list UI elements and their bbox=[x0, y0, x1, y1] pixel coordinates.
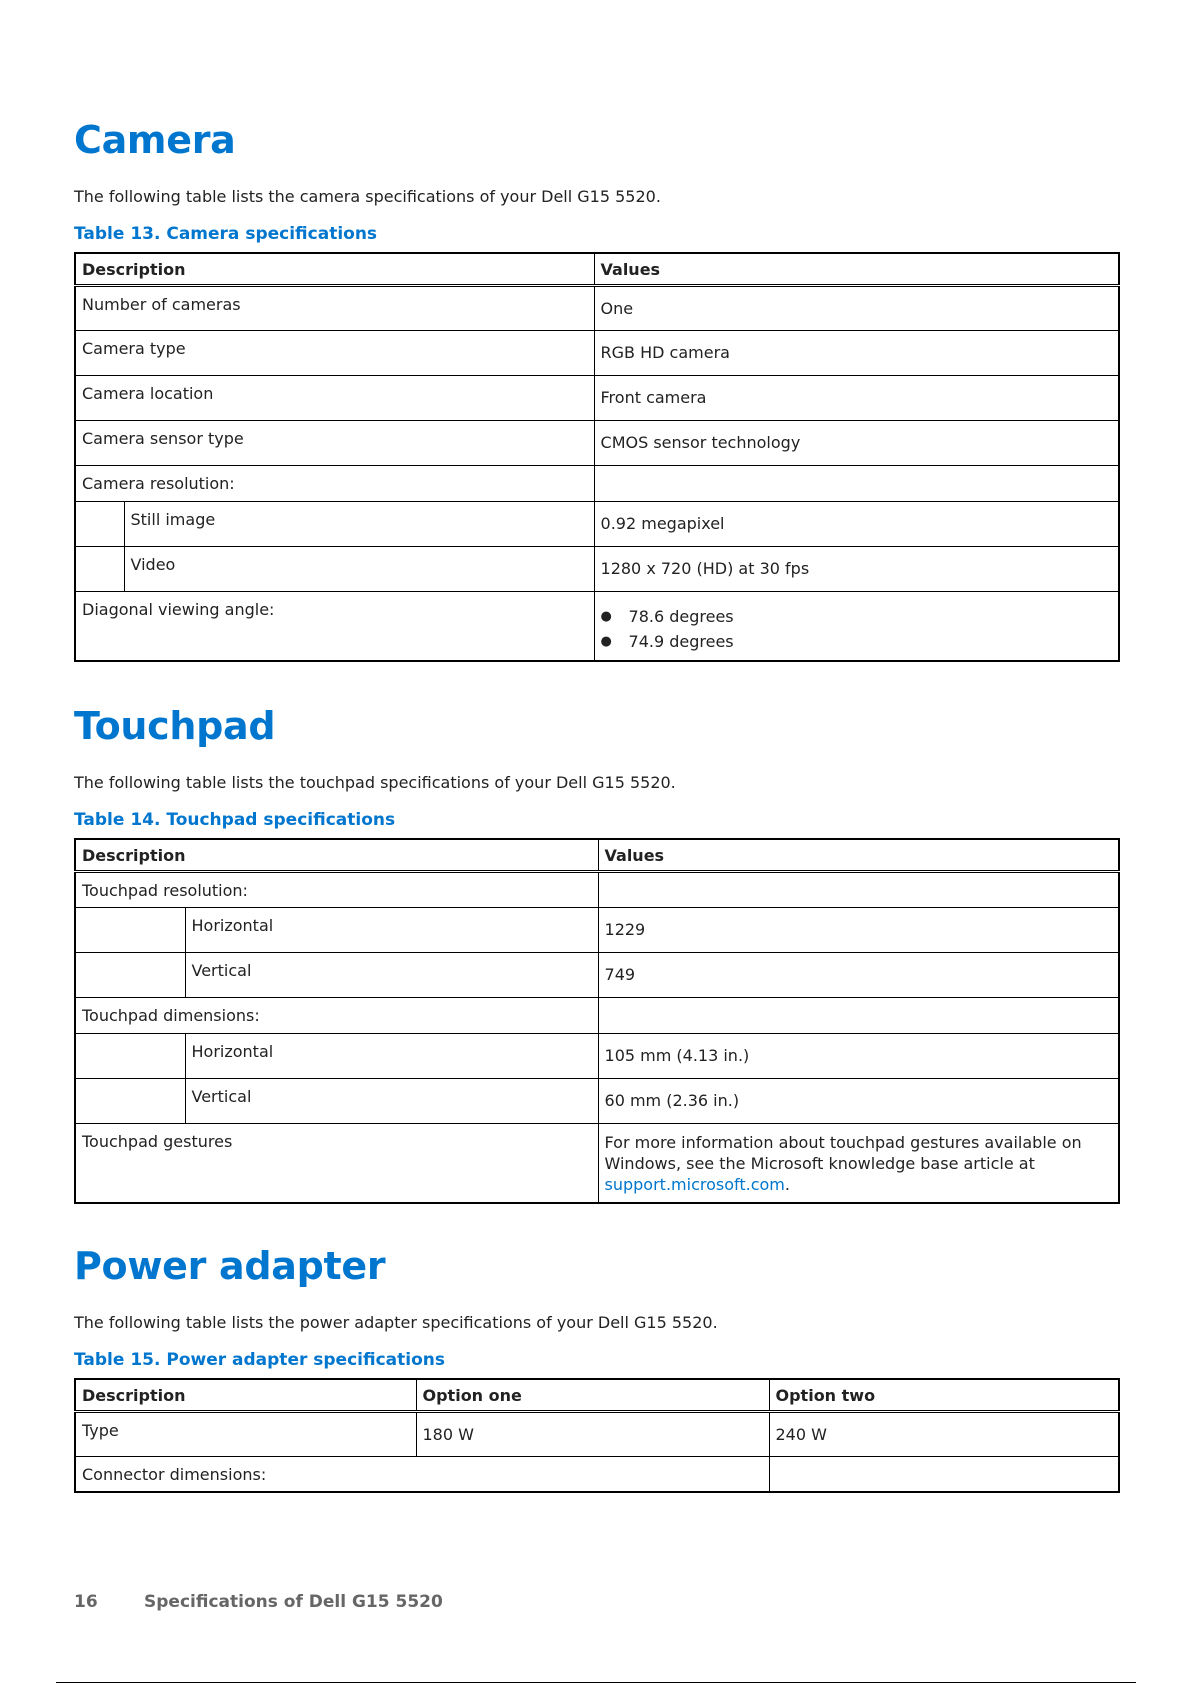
table-row bbox=[75, 330, 1119, 375]
power-section bbox=[74, 1244, 1118, 1493]
table-row bbox=[75, 1033, 1119, 1078]
camera-heading: Camera bbox=[74, 118, 236, 162]
row-label: Horizontal bbox=[185, 907, 598, 952]
power-intro: The following table lists the power adapter specifications of your Dell G15 5520. bbox=[74, 1313, 718, 1332]
row-label: Video bbox=[124, 546, 594, 591]
indent-cell bbox=[75, 501, 124, 546]
gestures-text-end: . bbox=[784, 1174, 790, 1194]
table-row bbox=[75, 465, 1119, 501]
row-label: Type bbox=[75, 1411, 416, 1456]
row-label: Number of cameras bbox=[75, 285, 594, 330]
touchpad-section bbox=[74, 704, 1118, 1204]
touchpad-table bbox=[74, 838, 1120, 1204]
row-label: Touchpad dimensions: bbox=[75, 997, 598, 1033]
row-value: Front camera bbox=[594, 375, 1119, 420]
camera-table bbox=[74, 252, 1120, 662]
row-label: Still image bbox=[124, 501, 594, 546]
touchpad-table-caption: Table 14. Touchpad specifications bbox=[74, 810, 396, 830]
power-table bbox=[74, 1378, 1120, 1493]
row-label: Vertical bbox=[185, 952, 598, 997]
row-label: Camera location bbox=[75, 375, 594, 420]
table-row bbox=[75, 285, 1119, 330]
footer-doc-title: Specifications of Dell G15 5520 bbox=[144, 1592, 443, 1612]
table-row bbox=[75, 1456, 1119, 1492]
row-value: 1229 bbox=[598, 907, 1119, 952]
header-description: Description bbox=[75, 1379, 416, 1411]
row-value bbox=[598, 1123, 1119, 1203]
table-row bbox=[75, 546, 1119, 591]
indent-cell bbox=[75, 907, 185, 952]
row-label: Camera resolution: bbox=[75, 465, 594, 501]
footer-rule bbox=[56, 1682, 1136, 1683]
camera-table-caption: Table 13. Camera specifications bbox=[74, 224, 378, 244]
row-value-empty bbox=[769, 1456, 1119, 1492]
table-row bbox=[75, 375, 1119, 420]
touchpad-heading: Touchpad bbox=[74, 704, 276, 748]
row-value-empty bbox=[598, 871, 1119, 907]
header-description: Description bbox=[75, 839, 598, 871]
table-row bbox=[75, 1411, 1119, 1456]
row-label: Vertical bbox=[185, 1078, 598, 1123]
page-footer bbox=[74, 1592, 443, 1612]
list-item: ● 78.6 degrees bbox=[601, 604, 1113, 629]
bullet-list bbox=[601, 604, 1113, 654]
table-row bbox=[75, 420, 1119, 465]
header-option-one: Option one bbox=[416, 1379, 769, 1411]
header-description: Description bbox=[75, 253, 594, 285]
row-label: Camera sensor type bbox=[75, 420, 594, 465]
support-link[interactable]: support.microsoft.com bbox=[604, 1174, 785, 1194]
row-value bbox=[594, 591, 1119, 661]
indent-cell bbox=[75, 1078, 185, 1123]
table-row bbox=[75, 1078, 1119, 1123]
row-label: Camera type bbox=[75, 330, 594, 375]
row-value: 60 mm (2.36 in.) bbox=[598, 1078, 1119, 1123]
camera-section bbox=[74, 118, 1118, 662]
list-item: ● 74.9 degrees bbox=[601, 629, 1113, 654]
table-row bbox=[75, 501, 1119, 546]
row-value: 0.92 megapixel bbox=[594, 501, 1119, 546]
table-row bbox=[75, 871, 1119, 907]
power-table-caption: Table 15. Power adapter specifications bbox=[74, 1350, 445, 1370]
header-values: Values bbox=[594, 253, 1119, 285]
row-value: One bbox=[594, 285, 1119, 330]
row-value: 105 mm (4.13 in.) bbox=[598, 1033, 1119, 1078]
row-label: Horizontal bbox=[185, 1033, 598, 1078]
row-value: 749 bbox=[598, 952, 1119, 997]
table-row bbox=[75, 997, 1119, 1033]
table-row bbox=[75, 1123, 1119, 1203]
table-row bbox=[75, 952, 1119, 997]
gestures-text: For more information about touchpad gestures available on Windows, see the Microsoft knowledge base article at bbox=[604, 1132, 1082, 1173]
row-value: 1280 x 720 (HD) at 30 fps bbox=[594, 546, 1119, 591]
header-values: Values bbox=[598, 839, 1119, 871]
touchpad-intro: The following table lists the touchpad specifications of your Dell G15 5520. bbox=[74, 773, 676, 792]
row-value: RGB HD camera bbox=[594, 330, 1119, 375]
row-label: Touchpad resolution: bbox=[75, 871, 598, 907]
indent-cell bbox=[75, 1033, 185, 1078]
table-row bbox=[75, 907, 1119, 952]
row-label: Diagonal viewing angle: bbox=[75, 591, 594, 661]
row-value-empty bbox=[598, 997, 1119, 1033]
indent-cell bbox=[75, 952, 185, 997]
row-value-empty bbox=[594, 465, 1119, 501]
indent-cell bbox=[75, 546, 124, 591]
header-option-two: Option two bbox=[769, 1379, 1119, 1411]
row-label: Touchpad gestures bbox=[75, 1123, 598, 1203]
table-row bbox=[75, 591, 1119, 661]
row-value: CMOS sensor technology bbox=[594, 420, 1119, 465]
row-value: 240 W bbox=[769, 1411, 1119, 1456]
camera-intro: The following table lists the camera specifications of your Dell G15 5520. bbox=[74, 187, 661, 206]
row-label: Connector dimensions: bbox=[75, 1456, 769, 1492]
row-value: 180 W bbox=[416, 1411, 769, 1456]
page-number: 16 bbox=[74, 1592, 98, 1612]
power-heading: Power adapter bbox=[74, 1244, 386, 1288]
